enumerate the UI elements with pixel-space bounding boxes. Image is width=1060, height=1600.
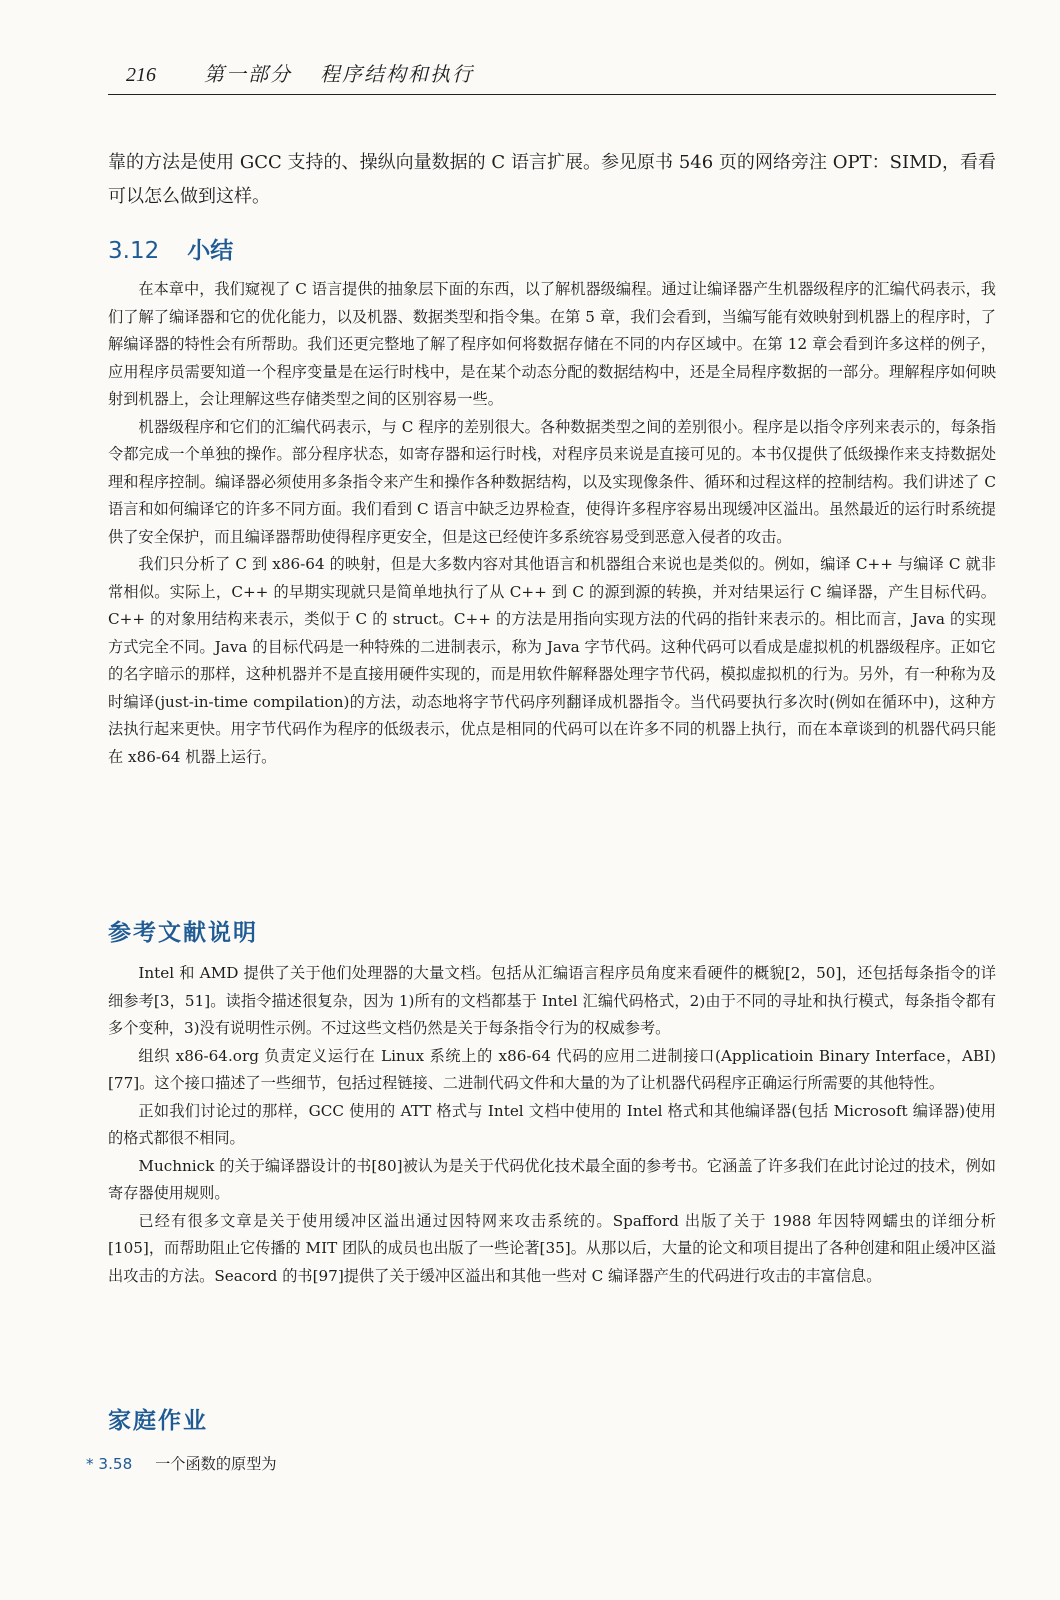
references-body [108,960,996,1290]
exercise-text: 一个函数的原型为 [155,1455,277,1473]
intro-paragraph: 靠的方法是使用 GCC 支持的、操纵向量数据的 C 语言扩展。参见原书 546 页的网络旁注 OPT：SIMD，看看可以怎么做到这样。 [108,152,996,207]
homework-heading-block [108,1402,996,1435]
references-paragraph-2: 组织 x86-64.org 负责定义运行在 Linux 系统上的 x86-64 代码的应用二进制接口(Applicatioin Binary Interface，ABI)[77]。这个接口描述了一些细节，包括过程链接、二进制代码文件和大量的为了让机器代码程序正确运行所需要的其他特性。 [108,1046,996,1092]
intro-block [108,146,996,214]
exercise-number: 3.58 [98,1455,133,1473]
chapter-title: 程序结构和执行 [320,64,474,86]
summary-paragraph-2: 机器级程序和它们的汇编代码表示，与 C 程序的差别很大。各种数据类型之间的差别很小。程序是以指令序列来表示的，每条指令都完成一个单独的操作。部分程序状态，如寄存器和运行时栈，对程序员来说是直接可见的。本书仅提供了低级操作来支持数据处理和程序控制。编译器必须使用多条指令来产生和操作各种数据结构，以及实现像条件、循环和过程这样的控制结构。我们讲述了 C 语言和如何编译它的许多不同方面。我们看到 C 语言中缺乏边界检查，使得许多程序容易出现缓冲区溢出。虽然最近的运行时系统提供了安全保护，而且编译器帮助使得程序更安全，但是这已经使许多系统容易受到恶意入侵者的攻击。 [108,417,996,546]
homework-heading: 家庭作业 [108,1408,208,1434]
references-paragraph-1: Intel 和 AMD 提供了关于他们处理器的大量文档。包括从汇编语言程序员角度来看硬件的概貌[2，50]，还包括每条指令的详细参考[3，51]。读指令描述很复杂，因为 1)所有的文档都基于 Intel 汇编代码格式，2)由于不同的寻址和执行模式，每条指令都有多个变种，3)没有说明性示例。不过这些文档仍然是关于每条指令行为的权威参考。 [108,964,996,1037]
part-title: 第一部分 [204,64,292,86]
section-title: 小结 [187,238,234,264]
summary-paragraph-3: 我们只分析了 C 到 x86-64 的映射，但是大多数内容对其他语言和机器组合来说也是类似的。例如，编译 C++ 与编译 C 就非常相似。实际上，C++ 的早期实现就只是简单地执行了从 C++ 到 C 的源到源的转换，并对结果运行 C 编译器，产生目标代码。C++ 的对象用结构来表示，类似于 C 的 struct。C++ 的方法是用指向实现方法的代码的指针来表示的。相比而言，Java 的实现方式完全不同。Java 的目标代码是一种特殊的二进制表示，称为 Java 字节代码。这种代码可以看成是虚拟机的机器级程序。正如它的名字暗示的那样，这种机器并不是直接用硬件实现的，而是用软件解释器处理字节代码，模拟虚拟机的行为。另外，有一种称为及时编译(just-in-time compilation)的方法，动态地将字节代码序列翻译成机器指令。当代码要执行多次时(例如在循环中)，这种方法执行起来更快。用字节代码作为程序的低级表示，优点是相同的代码可以在许多不同的机器上执行，而在本章谈到的机器代码只能在 x86-64 机器上运行。 [108,555,996,766]
section-number: 3.12 [108,238,160,264]
exercise-3-58 [86,1452,277,1476]
exercise-difficulty-marker: * [86,1455,94,1473]
summary-paragraph-1: 在本章中，我们窥视了 C 语言提供的抽象层下面的东西，以了解机器级编程。通过让编译器产生机器级程序的汇编代码表示，我们了解了编译器和它的优化能力，以及机器、数据类型和指令集。在第 5 章，我们会看到，当编写能有效映射到机器上的程序时，了解编译器的特性会有所帮助。我们还更完整地了解了程序如何将数据存储在不同的内存区域中。在第 12 章会看到许多这样的例子，应用程序员需要知道一个程序变量是在运行时栈中，是在某个动态分配的数据结构中，还是全局程序数据的一部分。理解程序如何映射到机器上，会让理解这些存储类型之间的区别容易一些。 [108,280,996,408]
references-heading: 参考文献说明 [108,920,258,946]
section-3-12-body [108,276,996,771]
references-heading-block [108,914,996,947]
references-paragraph-3: 正如我们讨论过的那样，GCC 使用的 ATT 格式与 Intel 文档中使用的 Intel 格式和其他编译器(包括 Microsoft 编译器)使用的格式都很不相同。 [108,1101,996,1147]
section-3-12-heading-block [108,232,996,265]
references-paragraph-5: 已经有很多文章是关于使用缓冲区溢出通过因特网来攻击系统的。Spafford 出版了关于 1988 年因特网蠕虫的详细分析[105]，而帮助阻止它传播的 MIT 团队的成员也出版了一些论著[35]。从那以后，大量的论文和项目提出了各种创建和阻止缓冲区溢出攻击的方法。Seacord 的书[97]提供了关于缓冲区溢出和其他一些对 C 编译器产生的代码进行攻击的丰富信息。 [108,1211,996,1285]
page-number: 216 [126,64,156,86]
references-paragraph-4: Muchnick 的关于编译器设计的书[80]被认为是关于代码优化技术最全面的参考书。它涵盖了许多我们在此讨论过的技术，例如寄存器使用规则。 [108,1156,996,1202]
section-3-12-heading [108,232,996,265]
running-header [108,58,996,95]
